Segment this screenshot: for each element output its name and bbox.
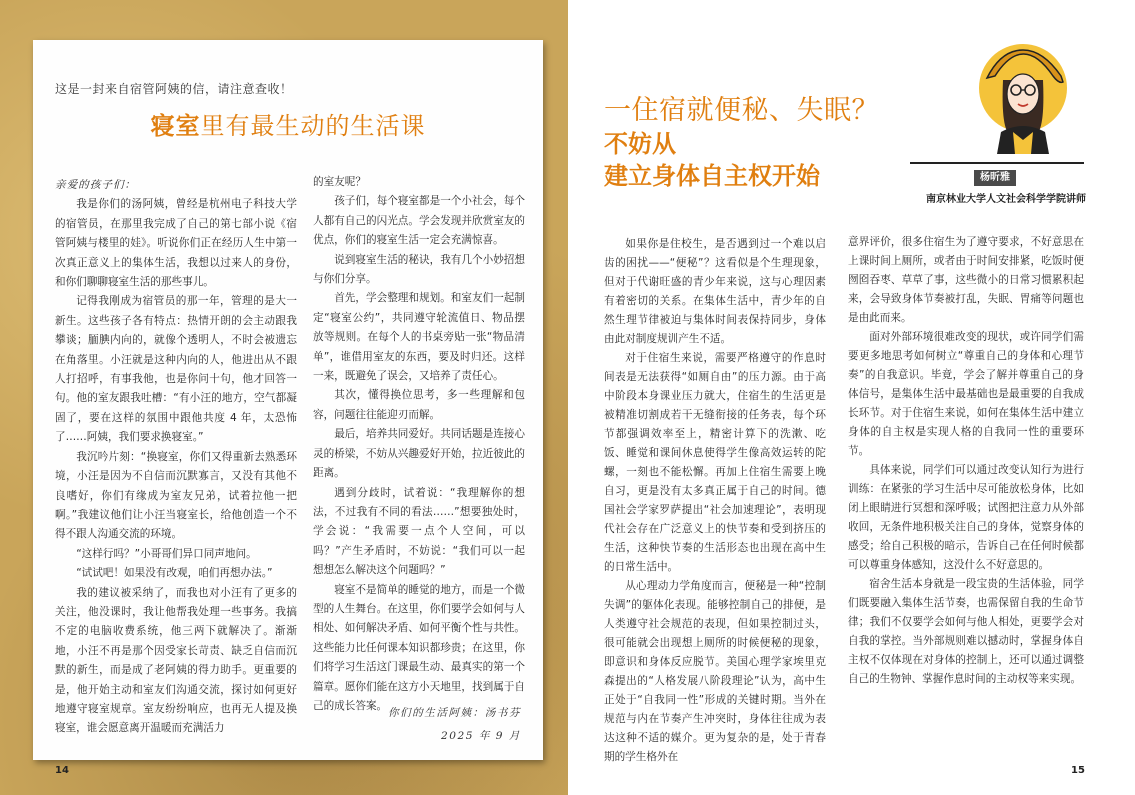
article-column-2: [848, 233, 1084, 689]
article-paragraph: 意界评价，很多住宿生为了遵守要求，不好意思在上课时间上厕所，或者由于时间安排紧，吃饭时便囫囵吞枣、草草了事，这些微小的日常习惯累积起来，会导致身体节奏被打乱，失眠、胃痛等问题也是由此而来。: [848, 236, 1084, 324]
page-number-right: 15: [1071, 765, 1085, 776]
article-paragraph: 宿舍生活本身就是一段宝贵的生活体验，同学们既要融入集体生活节奏，也需保留自我的生命节律；我们不仅要学会如何与他人相处，更要学会对自我的掌控。当外部规则难以撼动时，掌握身体自主权不仅体现在对身体的控制上，还可以通过调整自己的生物钟、掌握作息时间的主动权等来实现。: [848, 578, 1084, 685]
letter-paragraph: 我沉吟片刻：“换寝室，你们又得重新去熟悉环境，小汪是因为不自信而沉默寡言，又没有其他不良嗜好，你们有缘成为室友兄弟，试着拉他一把啊。”我建议他们让小汪当寝室长，给他创造一个不得不跟人沟通交流的环境。: [55, 450, 297, 541]
letter-paragraph: 寝室不是简单的睡觉的地方，而是一个微型的人生舞台。在这里，你们要学会如何与人相处、如何解决矛盾、如何平衡个性与共性。这些能力比任何课本知识都珍贵；在这里，你们将学习生活这门课最生动、最真实的第一个篇章。愿你们能在这方小天地里，找到属于自己的成长答案。: [313, 583, 525, 712]
letter-paragraph: 说到寝室生活的秘诀，我有几个小妙招想与你们分享。: [313, 253, 525, 286]
article-title-line-3: 建立身体自主权开始: [604, 162, 820, 190]
letter-signature: [301, 702, 521, 748]
title-highlight: 寝室: [150, 112, 201, 140]
article-paragraph: 如果你是住校生，是否遇到过一个难以启齿的困扰——“便秘”？这看似是个生理现象，但对于代谢旺盛的青少年来说，这与心理因素有着密切的关系。在集体生活中，青少年的自然生理节律被迫与集体时间表保持同步，身体由此对制度规训产生不适。: [604, 238, 826, 345]
article-column-1: [604, 235, 826, 767]
letter-paragraph: 最后，培养共同爱好。共同话题是连接心灵的桥梁，不妨从兴趣爱好开始，拉近彼此的距离。: [313, 428, 525, 480]
letter-paragraph: 我的建议被采纳了，而我也对小汪有了更多的关注，他没课时，我让他帮我处理一些事务。我搞不定的电脑收费系统，他三两下就解决了。渐渐地，小汪不再是那个因受家长苛责、缺乏自信而沉默的新生，而是成了老阿姨的得力助手。更重要的是，他开始主动和室友们沟通交流，探讨如何更好地遵守寝室规章。室友纷纷响应，也再无人提及换寝室，谁会愿意离开温暖而充满活力: [55, 586, 297, 735]
letter-paragraph: “试试吧！如果没有改观，咱们再想办法。”: [76, 567, 273, 580]
author-rule: [910, 162, 1084, 164]
article-title-line-2: 不妨从: [604, 130, 676, 158]
right-page: [568, 0, 1135, 795]
article-paragraph: 从心理动力学角度而言，便秘是一种“控制失调”的躯体化表现。能够控制自己的排便，是人类遵守社会规范的表现，但如果控制过头，很可能就会出现想上厕所的时候便秘的现象，即意识和身体反应脱节。美国心理学家埃里克森提出的“人格发展八阶段理论”认为，高中生正处于“自我同一性”形成的关键时期。当外在规范与内在节奏产生冲突时，身体往往成为表达这种不适的媒介。更为复杂的是，处于青春期的学生格外在: [604, 580, 826, 763]
letter-paragraph: 记得我刚成为宿管员的那一年，管理的是大一新生。这些孩子各有特点：热情开朗的会主动跟我攀谈；腼腆内向的，就像个透明人，不时会被遗忘在角落里。小汪就是这种内向的人，他进出从不跟人打招呼，有事我他，也是你问十句，他才回答一句。他的室友跟我吐槽：“有小汪的地方，空气都凝固了，要在这样的氛围中跟他共度 4 年，太恐怖了……阿姨，我们要求换寝室。”: [55, 295, 297, 444]
signature-name: 你们的生活阿姨：汤书芬: [387, 707, 521, 719]
letter-note: 这是一封来自宿管阿姨的信，请注意查收！: [55, 82, 293, 96]
letter-paragraph: 的室友呢？: [313, 176, 366, 188]
author-avatar-illustration: [973, 36, 1073, 154]
author-role: 南京林业大学人文社会科学学院讲师: [926, 194, 1086, 205]
article-paragraph: 面对外部环境很难改变的现状，或许同学们需要更多地思考如何树立“尊重自己的身体和心理节奏”的自我意识。毕竟，学会了解并尊重自己的身体信号，是集体生活中最基础也是最重要的自我成长环节。对于住宿生来说，如何在集体生活中建立身体的自主权是实现人格的自我同一性的重要环节。: [848, 331, 1084, 457]
title-rest: 里有最生动的生活课: [200, 112, 426, 140]
signature-date: 2025 年 9 月: [441, 730, 521, 742]
article-paragraph: 具体来说，同学们可以通过改变认知行为进行训练：在紧张的学习生活中尽可能放松身体，比如闭上眼睛进行冥想和深呼吸；试图把注意力从外部收回，无条件地积极关注自己的身体，觉察身体的感受；给自己积极的暗示，告诉自己在任何时候都可以尊重身体感知，这没什么不好意思的。: [848, 464, 1084, 571]
letter-paragraph: 首先，学会整理和规划。和室友们一起制定“寝室公约”，共同遵守轮流值日、物品摆放等规则。在每个人的书桌旁贴一张“物品清单”，谁借用室友的东西，要及时归还。这样一来，既避免了误会，又培养了责任心。: [313, 292, 525, 383]
article-paragraph: 对于住宿生来说，需要严格遵守的作息时间表是无法获得“如厕自由”的压力源。由于高中阶段本身课业压力就大，住宿生的生活更是被精准切割成若干无缝衔接的任务表，每个环节都强调效率至上，精密计算下的洗漱、吃饭、睡觉和课间休息使得学生像高效运转的陀螺，一刻也不能松懈。再加上住宿生需要上晚自习，更是没有太多真正属于自己的时间。德国社会学家罗萨提出“社会加速理论”，表明现代社会存在广泛意义上的快节奏和受到挤压的生活，这种快节奏的生活形态也出现在高中生的日常生活中。: [604, 352, 826, 573]
letter-column-1: [55, 176, 297, 739]
letter-column-2: [313, 173, 525, 716]
letter-paper: [33, 40, 543, 760]
page-number-left: 14: [55, 765, 69, 776]
letter-title: [33, 106, 543, 141]
letter-greeting: 亲爱的孩子们：: [55, 179, 137, 191]
letter-paragraph: 我是你们的汤阿姨，曾经是杭州电子科技大学的宿管员，在那里我完成了自己的第七部小说《宿管阿姨与楼里的娃》。听说你们正在经历人生中第一次真正意义上的集体生活，我想以过来人的身份，和你们聊聊寝室生活的那些事儿。: [55, 198, 297, 289]
letter-paragraph: 遇到分歧时，试着说：“我理解你的想法，不过我有不同的看法……”想要独处时，学会说：“我需要一点个人空间，可以吗？”产生矛盾时，不妨说：“我们可以一起想想怎么解决这个问题吗？”: [313, 486, 525, 577]
article-title-line-1: 一住宿就便秘、失眠？: [604, 95, 879, 126]
letter-paragraph: “这样行吗？”小哥哥们异口同声地问。: [76, 547, 257, 560]
author-name-badge: 杨昕雅: [974, 170, 1016, 186]
letter-paragraph: 其次，懂得换位思考，多一些理解和包容，问题往往能迎刃而解。: [313, 389, 525, 421]
letter-paragraph: 孩子们，每个寝室都是一个小社会，每个人都有自己的闪光点。学会发现并欣赏室友的优点，你们的寝室生活一定会充满惊喜。: [313, 195, 525, 247]
